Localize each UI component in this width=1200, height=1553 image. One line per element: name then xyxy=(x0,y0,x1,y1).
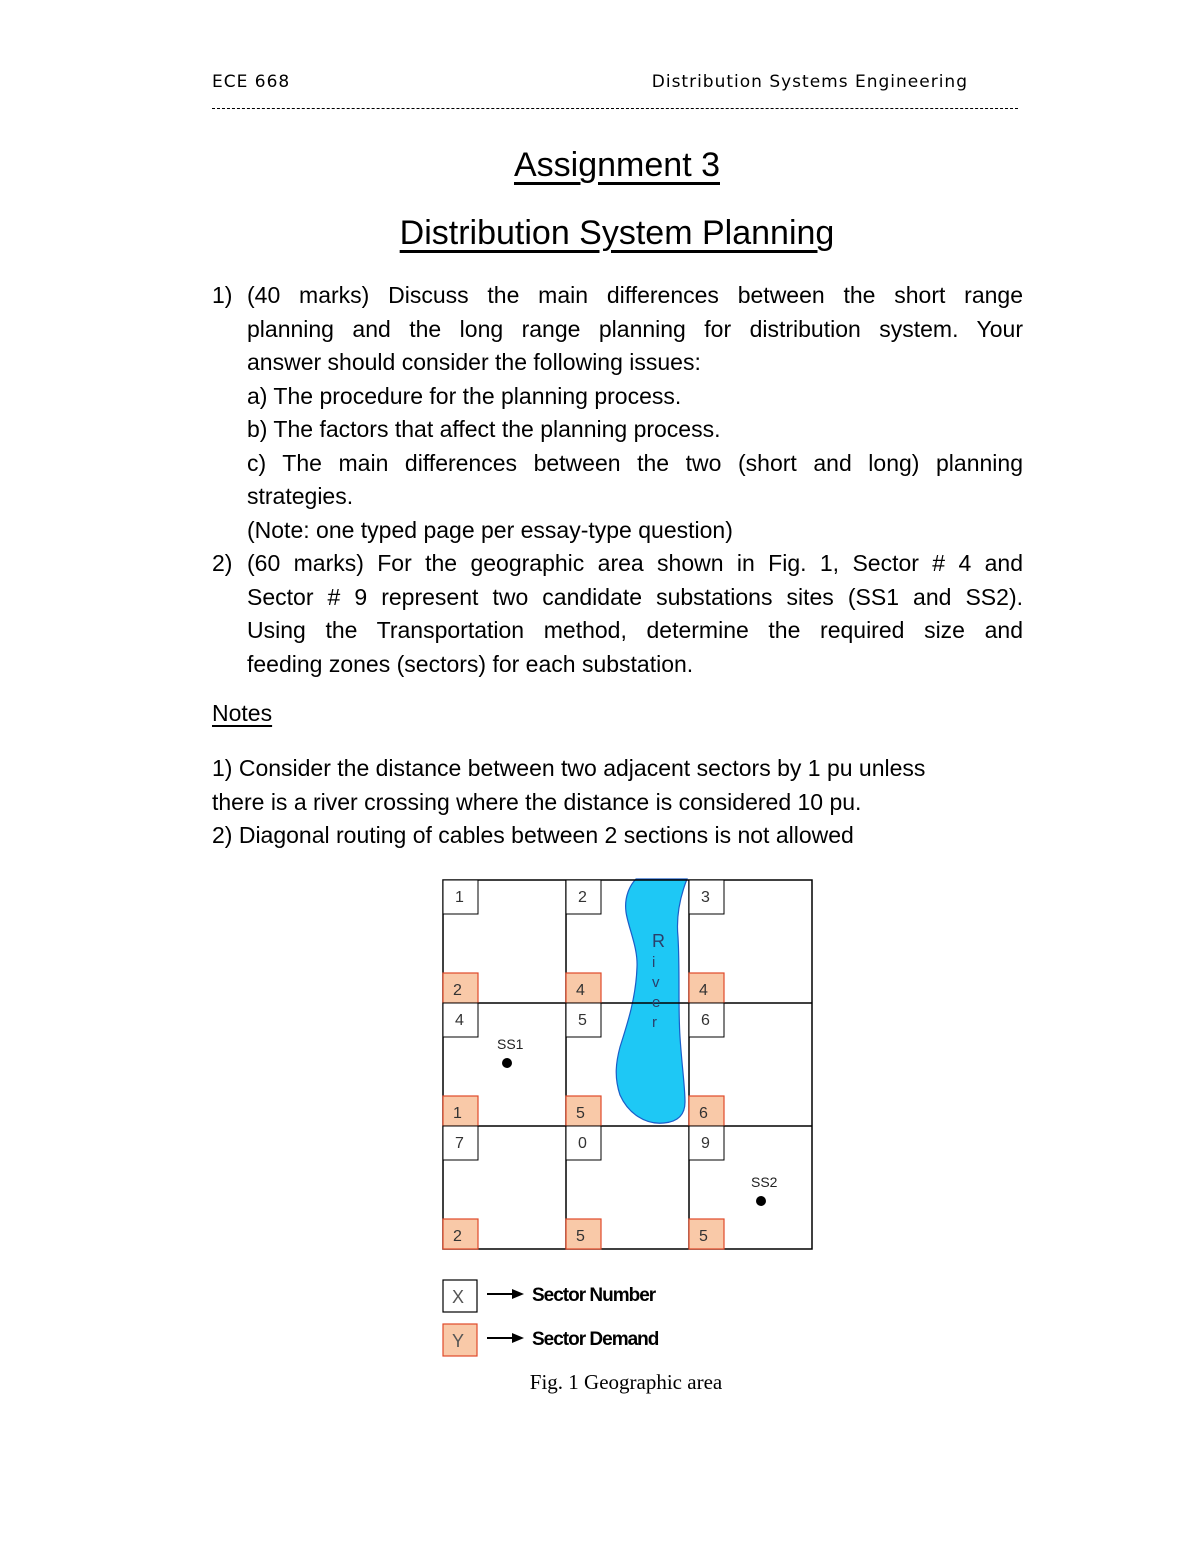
question-1 xyxy=(212,279,1023,547)
sector-number: 2 xyxy=(578,889,587,906)
sector-demand: 5 xyxy=(576,1228,585,1245)
course-subject: Distribution Systems Engineering xyxy=(651,72,968,92)
header-divider xyxy=(212,108,1018,109)
sector-demand: 5 xyxy=(699,1228,708,1245)
sector-number: 4 xyxy=(455,1012,464,1029)
question-2-number: 2) xyxy=(212,550,233,576)
substation-dot xyxy=(756,1196,766,1206)
sector-demand: 2 xyxy=(453,1228,462,1245)
question-2-line: Using the Transportation method, determine the required size and xyxy=(247,617,1023,643)
sector-number: 6 xyxy=(701,1012,710,1029)
assignment-title: Assignment 3 xyxy=(514,146,720,184)
substation-label: SS1 xyxy=(497,1036,524,1052)
geographic-area-figure xyxy=(440,877,820,1397)
notes-list xyxy=(212,752,1022,853)
question-2-body xyxy=(247,547,1023,681)
legend-text: Sector Number xyxy=(532,1285,656,1306)
question-1-line: (40 marks) Discuss the main differences between the short range xyxy=(247,282,1023,308)
question-1-line: c) The main differences between the two (short and long) planning xyxy=(247,449,1023,476)
topic-title: Distribution System Planning xyxy=(399,214,835,252)
river-letter: R xyxy=(652,931,665,951)
sector-demand: 6 xyxy=(699,1105,708,1122)
question-1-line: strategies. xyxy=(247,483,354,509)
question-1-line: answer should consider the following issues: xyxy=(247,349,701,375)
sector-demand: 4 xyxy=(699,982,708,999)
figure-caption: Fig. 1 Geographic area xyxy=(529,1370,723,1394)
legend-symbol: X xyxy=(452,1287,465,1307)
substation-label: SS2 xyxy=(751,1174,778,1190)
legend-arrow-head xyxy=(512,1333,524,1343)
legend-text: Sector Demand xyxy=(532,1329,659,1350)
note-line: 1) Consider the distance between two adjacent sectors by 1 pu unless xyxy=(212,755,926,781)
question-1-line: a) The procedure for the planning process. xyxy=(247,382,682,409)
question-1-line: planning and the long range planning for distribution system. Your xyxy=(247,315,1023,342)
notes-heading: Notes xyxy=(212,700,273,726)
sector-number: 0 xyxy=(578,1135,587,1152)
question-1-number: 1) xyxy=(212,282,233,308)
river-letter: r xyxy=(652,1014,657,1031)
question-1-line: b) The factors that affect the planning process. xyxy=(247,416,721,442)
question-2 xyxy=(212,547,1023,681)
sector-demand: 1 xyxy=(453,1105,462,1122)
sector-number: 7 xyxy=(455,1135,464,1152)
question-2-line: (60 marks) For the geographic area shown in Fig. 1, Sector # 4 and xyxy=(247,550,1023,576)
sector-demand: 2 xyxy=(453,982,462,999)
course-code: ECE 668 xyxy=(212,72,291,92)
note-line: 2) Diagonal routing of cables between 2 sections is not allowed xyxy=(212,822,854,848)
legend-arrow-head xyxy=(512,1289,524,1299)
river-letter: i xyxy=(652,954,656,971)
question-2-line: feeding zones (sectors) for each substation. xyxy=(247,650,694,677)
question-1-line: (Note: one typed page per essay-type question) xyxy=(247,516,733,543)
river-letter: v xyxy=(652,974,660,991)
sector-number: 3 xyxy=(701,889,710,906)
sector-number: 9 xyxy=(701,1135,710,1152)
sector-demand: 5 xyxy=(576,1105,585,1122)
river-letter: e xyxy=(652,994,661,1011)
question-2-line: Sector # 9 represent two candidate substations sites (SS1 and SS2). xyxy=(247,583,1023,610)
substation-dot xyxy=(502,1058,512,1068)
sector-grid-diagram xyxy=(440,877,820,1367)
legend-symbol: Y xyxy=(452,1331,465,1351)
question-1-body xyxy=(247,279,1023,547)
note-line: there is a river crossing where the distance is considered 10 pu. xyxy=(212,788,862,815)
sector-number: 1 xyxy=(455,889,464,906)
sector-demand: 4 xyxy=(576,982,585,999)
sector-number: 5 xyxy=(578,1012,587,1029)
page-header xyxy=(212,72,1018,98)
